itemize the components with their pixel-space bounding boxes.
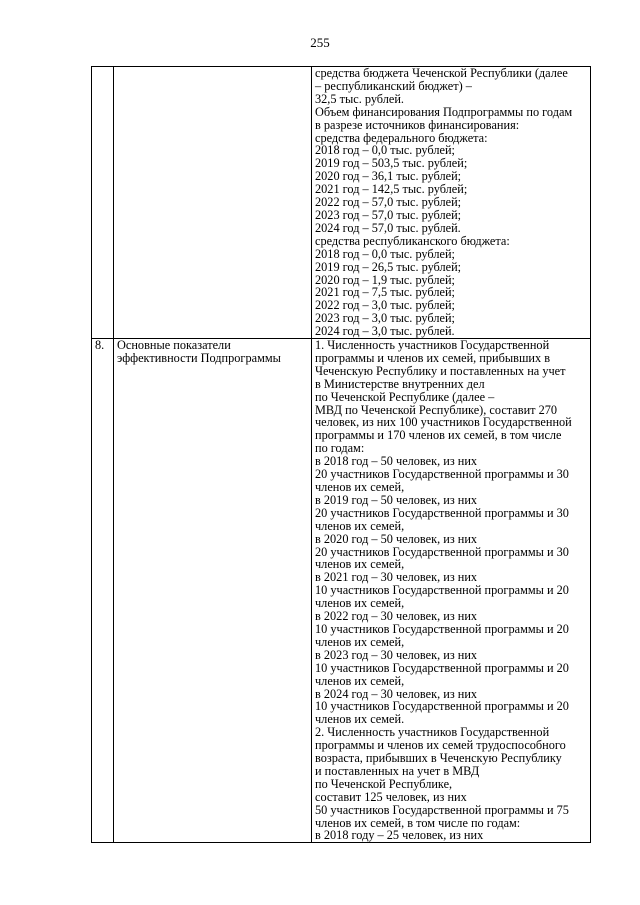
row-content-cell [312,339,591,843]
content-line: членов их семей, [315,673,405,688]
content-line: в 2022 год – 30 человек, из них [315,609,478,624]
program-table [91,66,591,843]
content-line: 2019 год – 503,5 тыс. рублей; [315,156,468,171]
content-line: 2024 год – 3,0 тыс. рублей. [315,324,455,339]
content-line: по Чеченской Республике, [315,776,453,791]
content-line: средства республиканского бюджета: [315,233,510,248]
content-line: 2018 год – 0,0 тыс. рублей; [315,246,455,261]
content-line: – республиканский бюджет) – [315,78,472,93]
content-line: в 2019 год – 50 человек, из них [315,492,478,507]
content-line: 2024 год – 57,0 тыс. рублей. [315,220,461,235]
content-line: 2023 год – 3,0 тыс. рублей; [315,311,455,326]
content-line: в 2020 год – 50 человек, из них [315,531,478,546]
content-line: 2022 год – 57,0 тыс. рублей; [315,195,462,210]
row-number-cell [92,67,114,339]
row-label-cell [114,67,312,339]
content-line: в 2018 году – 25 человек, из них [315,828,484,843]
content-line: программы и 170 членов их семей, в том числе [315,428,562,443]
content-line: средства федерального бюджета: [315,130,488,145]
content-line: в 2021 год – 30 человек, из них [315,570,478,585]
content-line: составит 125 человек, из них [315,789,467,804]
content-line: 2. Численность участников Государственной [315,725,550,740]
row-content-cell [312,67,591,339]
content-line: 2023 год – 57,0 тыс. рублей; [315,207,462,222]
content-line: 20 участников Государственной программы и 30 [315,467,569,482]
label-line: Основные показатели [117,338,231,353]
content-line: членов их семей, [315,557,405,572]
content-line: членов их семей, [315,480,405,494]
content-line: 2020 год – 36,1 тыс. рублей; [315,169,462,184]
row-number-cell: 8. [92,339,114,843]
content-line: в 2024 год – 30 человек, из них [315,686,478,701]
content-line: 2022 год – 3,0 тыс. рублей; [315,298,455,313]
content-line: членов их семей, [315,596,405,611]
content-line: членов их семей, [315,634,405,649]
table-row [92,339,591,843]
page-number: 255 [310,35,330,50]
content-line: средства бюджета Чеченской Республики (далее [315,66,568,80]
content-line: Объем финансирования Подпрограммы по годам [315,104,573,119]
content-line: МВД по Чеченской Республике), составит 270 [315,402,558,417]
content-line: 10 участников Государственной программы и 20 [315,621,569,636]
content-line: 20 участников Государственной программы и 30 [315,544,569,559]
content-line: в Министерстве внутренних дел [315,376,485,391]
content-line: 32,5 тыс. рублей. [315,91,405,106]
content-line: в 2018 год – 50 человек, из них [315,454,478,469]
content-line: 20 участников Государственной программы и 30 [315,505,569,520]
content-line: в 2023 год – 30 человек, из них [315,647,478,662]
content-line: Чеченскую Республику и поставленных на учет [315,363,566,378]
content-line: членов их семей. [315,712,405,727]
content-line: 2021 год – 142,5 тыс. рублей; [315,182,468,197]
content-line: членов их семей, [315,518,405,533]
content-line: 2018 год – 0,0 тыс. рублей; [315,143,455,158]
content-line: программы и членов их семей, прибывших в [315,350,551,365]
content-line: 2021 год – 7,5 тыс. рублей; [315,285,455,300]
label-line: эффективности Подпрограммы [117,350,281,365]
content-line: 2020 год – 1,9 тыс. рублей; [315,272,455,287]
content-line: членов их семей, в том числе по годам: [315,815,521,830]
content-line: 10 участников Государственной программы и 20 [315,660,569,675]
content-line: программы и членов их семей трудоспособного [315,738,566,753]
content-line: и поставленных на учет в МВД [315,763,480,778]
content-line: 10 участников Государственной программы и 20 [315,583,569,598]
content-line: возраста, прибывших в Чеченскую Республику [315,751,562,766]
table-row [92,67,591,339]
row-label-cell [114,339,312,843]
content-line: 2019 год – 26,5 тыс. рублей; [315,259,462,274]
content-line: 50 участников Государственной программы и 75 [315,802,569,817]
content-line: человек, из них 100 участников Государственной [315,415,572,430]
content-line: в разрезе источников финансирования: [315,117,520,132]
content-line: 1. Численность участников Государственной [315,338,550,353]
content-line: по Чеченской Республике (далее – [315,389,495,404]
content-line: по годам: [315,441,365,456]
content-line: 10 участников Государственной программы и 20 [315,699,569,714]
